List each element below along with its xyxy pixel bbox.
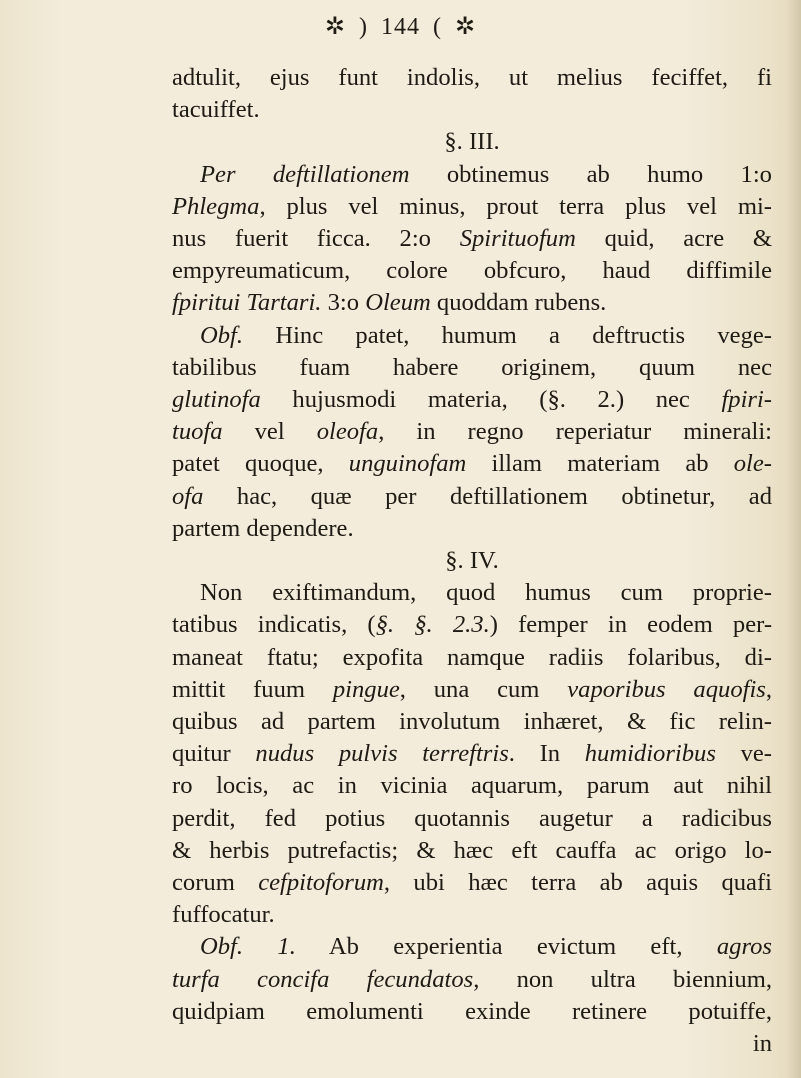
- text-line: [172, 287, 772, 319]
- italic-term: Obf.: [200, 321, 244, 349]
- text-line: [172, 448, 772, 480]
- section-heading: §. IV.: [445, 547, 499, 575]
- text-run: . In: [508, 740, 585, 768]
- text-run: quitur: [172, 740, 256, 768]
- italic-term: fpiri-: [721, 386, 772, 414]
- text-run: ) femper in eodem per-: [489, 611, 773, 639]
- italic-term: Oleum: [365, 289, 431, 317]
- italic-term: §. §. 2.3.: [375, 611, 490, 639]
- text-run: illam materiam ab: [466, 450, 734, 478]
- text-run: ve-: [715, 740, 772, 768]
- text-line: [172, 931, 772, 963]
- spine-shadow: [787, 0, 801, 1078]
- italic-term: humidioribus: [584, 740, 716, 768]
- paragraph-section-4: [172, 577, 772, 931]
- text-run: quid, acre &: [575, 225, 772, 253]
- italic-term: fpiritui Tartari.: [172, 289, 322, 317]
- text-line: perdit, fed potius quotannis augetur a radicibus: [172, 804, 772, 832]
- text-run: patet quoque,: [172, 450, 349, 478]
- text-line: partem dependere.: [172, 514, 354, 542]
- text-line: [172, 320, 772, 352]
- text-run: mittit fuum: [172, 675, 333, 703]
- italic-term: ole-: [733, 450, 772, 478]
- text-run: corum: [172, 869, 259, 897]
- text-line: [172, 191, 772, 223]
- text-run: vel: [222, 418, 317, 446]
- italic-term: nudus pulvis terreftris: [255, 740, 509, 768]
- text-line: [172, 384, 772, 416]
- text-run: 3:o: [321, 289, 366, 317]
- text-run: hujusmodi materia, (§. 2.) nec: [260, 386, 722, 414]
- running-header: [0, 12, 801, 41]
- header-right-paren: (: [433, 14, 442, 40]
- paragraph-section-3: [172, 159, 772, 320]
- text-line: fuffocatur.: [172, 901, 275, 929]
- text-line: [172, 159, 772, 191]
- italic-term: Spirituofum: [459, 225, 576, 253]
- section-heading: §. III.: [444, 128, 500, 156]
- italic-term: unguinofam: [348, 450, 467, 478]
- paragraph-observation-1: [172, 931, 772, 1060]
- text-line: ro locis, ac in vicinia aquarum, parum aut nihil: [172, 772, 772, 800]
- text-run: , ubi hæc terra ab aquis quafi: [383, 869, 772, 897]
- catchword: in: [752, 1030, 772, 1058]
- italic-term: glutinofa: [172, 386, 261, 414]
- text-line: [172, 609, 772, 641]
- text-line: quibus ad partem involutum inhæret, & fic relin-: [172, 708, 772, 736]
- text-run: ,: [765, 675, 773, 703]
- header-left-paren: ): [359, 14, 368, 40]
- paragraph-continuation: [172, 62, 772, 126]
- text-line: [172, 867, 772, 899]
- text-line: [172, 964, 772, 996]
- italic-term: Per deftillationem: [200, 160, 410, 188]
- text-line: tabilibus fuam habere originem, quum nec: [172, 353, 772, 381]
- text-run: nus fuerit ficca. 2:o: [172, 225, 460, 253]
- italic-term: tuofa: [172, 418, 223, 446]
- text-line: quidpiam emolumenti exinde retinere potuiffe,: [172, 997, 772, 1025]
- text-run: , plus vel minus, prout terra plus vel mi-: [259, 192, 772, 220]
- text-line: adtulit, ejus funt indolis, ut melius feciffet, fi: [172, 64, 772, 91]
- italic-term: pingue: [332, 675, 400, 703]
- text-line: tacuiffet.: [172, 96, 260, 124]
- italic-term: turfa concifa fecundatos: [172, 965, 474, 993]
- text-run: obtinemus ab humo 1:o: [409, 160, 772, 188]
- text-run: tatibus indicatis, (: [172, 611, 376, 639]
- text-run: quoddam rubens.: [430, 289, 607, 317]
- text-line: & herbis putrefactis; & hæc eft cauffa ac origo lo-: [172, 836, 772, 864]
- text-run: , non ultra biennium,: [473, 965, 772, 993]
- text-run: Hinc patet, humum a deftructis vege-: [243, 321, 772, 349]
- italic-term: cefpitoforum: [258, 869, 384, 897]
- text-line: empyreumaticum, colore obfcuro, haud diffimile: [172, 257, 772, 285]
- italic-term: agros: [716, 933, 772, 961]
- text-line: [172, 481, 772, 513]
- page-number: 144: [381, 14, 420, 40]
- text-line: maneat ftatu; expofita namque radiis folaribus, di-: [172, 643, 772, 671]
- italic-term: Phlegma: [172, 192, 260, 220]
- text-run: Ab experientia evictum eft,: [295, 933, 717, 961]
- star-ornament-icon: ✲: [324, 14, 346, 40]
- text-line: [172, 738, 772, 770]
- star-ornament-icon: ✲: [455, 14, 477, 40]
- italic-term: oleofa: [316, 418, 379, 446]
- text-run: , una cum: [399, 675, 568, 703]
- italic-term: ofa: [172, 482, 204, 510]
- italic-term: Obf. 1.: [200, 933, 296, 961]
- text-run: , in regno reperiatur minerali:: [378, 418, 772, 446]
- text-run: hac, quæ per deftillationem obtinetur, ad: [203, 482, 772, 510]
- body-text: [172, 62, 772, 1060]
- text-line: [172, 674, 772, 706]
- paragraph-observation: [172, 320, 772, 545]
- text-line: [172, 416, 772, 448]
- text-line: [172, 223, 772, 255]
- italic-term: vaporibus aquofis: [567, 675, 766, 703]
- text-line: Non exiftimandum, quod humus cum proprie-: [200, 579, 772, 607]
